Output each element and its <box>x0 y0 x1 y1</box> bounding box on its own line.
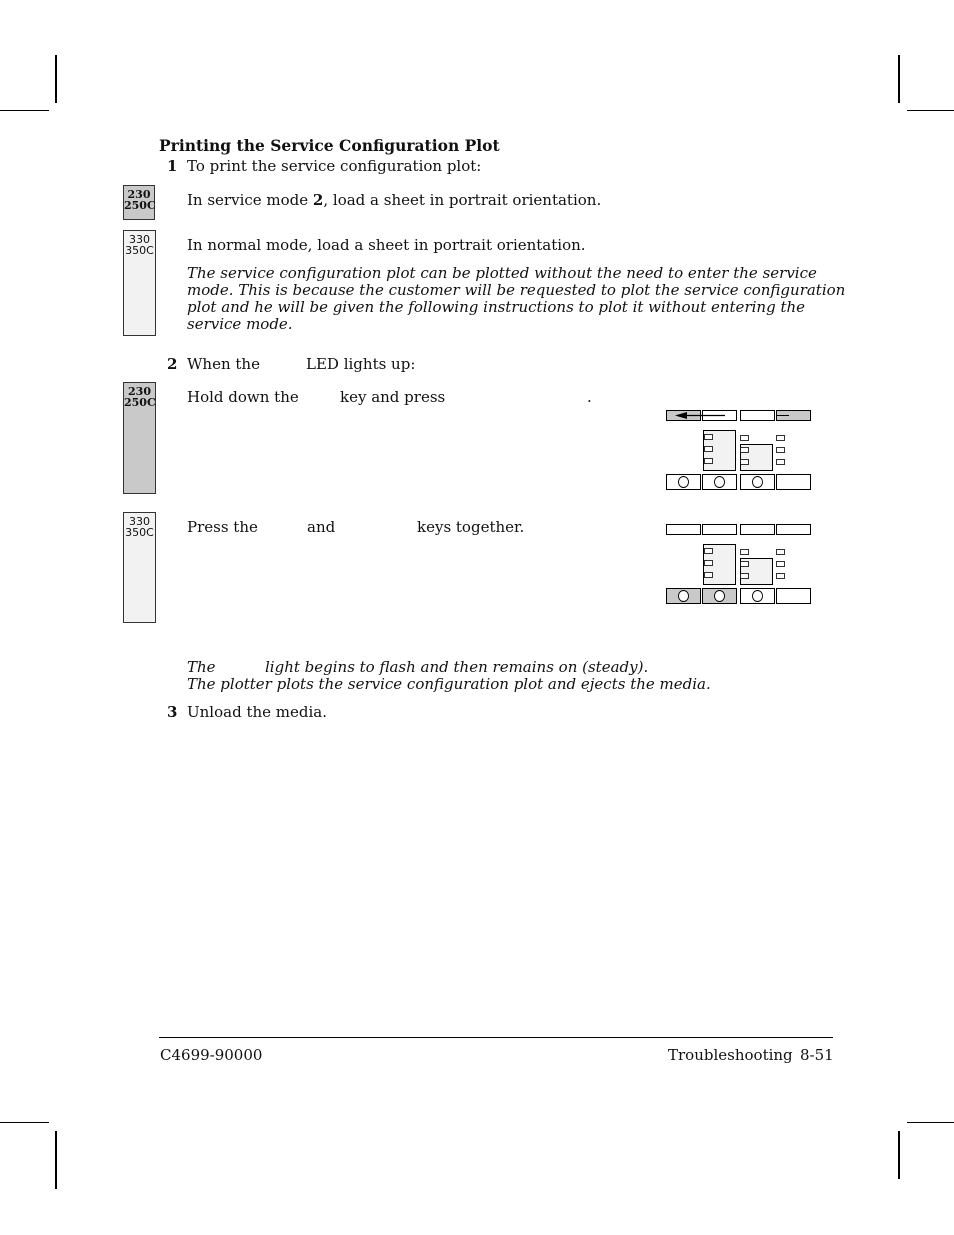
crop-mark-top-left-v <box>55 55 57 103</box>
step-text: To print the service configuration plot: <box>187 157 482 175</box>
crop-mark-bottom-right-h <box>907 1122 954 1123</box>
button-circle-icon <box>715 477 725 488</box>
step-text: When the <box>187 355 260 373</box>
panel-led <box>741 562 749 567</box>
model-label: 250C <box>124 396 156 409</box>
button-circle-icon <box>753 591 763 602</box>
step-instruction: Hold down the <box>187 388 299 406</box>
result-line: The plotter plots the service configuration plot and ejects the media. <box>187 675 711 693</box>
step-instruction: . <box>587 388 592 406</box>
model-tag-230-250c <box>123 185 155 220</box>
front-panel-diagram <box>665 408 813 492</box>
instruction-text: , load a sheet in portrait orientation. <box>323 191 602 209</box>
crop-mark-bottom-left-h <box>0 1122 49 1123</box>
front-panel-diagram <box>665 522 813 606</box>
footer-rule <box>159 1037 833 1038</box>
panel-led <box>705 573 713 578</box>
button-circle-icon <box>679 477 689 488</box>
panel-led <box>777 448 785 453</box>
button-circle-icon <box>679 591 689 602</box>
panel-led <box>705 447 713 452</box>
panel-button <box>777 589 811 604</box>
panel-led <box>777 550 785 555</box>
panel-led <box>777 562 785 567</box>
panel-led <box>705 459 713 464</box>
crop-mark-top-left-h <box>0 110 49 111</box>
note-line: service mode. <box>187 315 293 333</box>
panel-led <box>705 549 713 554</box>
model-label: 330 <box>129 233 150 246</box>
model-label: 350C <box>125 244 154 257</box>
panel-key <box>703 525 737 535</box>
panel-led <box>705 561 713 566</box>
crop-mark-top-right-v <box>898 55 900 103</box>
panel-led <box>741 460 749 465</box>
step-text: Unload the media. <box>187 703 327 721</box>
crop-mark-bottom-left-v <box>55 1131 57 1189</box>
model-label: 230 <box>128 385 151 398</box>
model-tag-230-250c <box>123 382 156 494</box>
model-label: 330 <box>129 515 150 528</box>
step-number: 1 <box>167 157 178 175</box>
footer-chapter: Troubleshooting <box>668 1046 793 1064</box>
front-panel-svg <box>665 408 813 492</box>
model-tag-330-350c <box>123 230 156 336</box>
step-instruction: keys together. <box>417 518 525 536</box>
panel-key <box>741 525 775 535</box>
button-circle-icon <box>715 591 725 602</box>
step-text: LED lights up: <box>306 355 416 373</box>
step-instruction: Press the <box>187 518 258 536</box>
panel-button <box>777 475 811 490</box>
step-instruction <box>187 192 601 209</box>
note-line: The service configuration plot can be plotted without the need to enter the service <box>187 264 817 282</box>
result-line: The <box>187 658 216 676</box>
model-tag-330-350c <box>123 512 156 623</box>
instruction-text: In service mode <box>187 191 313 209</box>
panel-key <box>741 411 775 421</box>
step-instruction: In normal mode, load a sheet in portrait orientation. <box>187 236 586 254</box>
panel-led <box>741 448 749 453</box>
note-line: mode. This is because the customer will be requested to plot the service configuration <box>187 281 846 299</box>
model-label: 230 <box>127 188 151 201</box>
button-circle-icon <box>753 477 763 488</box>
footer-part-number: C4699-90000 <box>160 1046 263 1064</box>
front-panel-svg <box>665 522 813 606</box>
panel-led <box>741 574 749 579</box>
crop-mark-top-right-h <box>907 110 954 111</box>
panel-led <box>777 460 785 465</box>
panel-led <box>777 574 785 579</box>
panel-led <box>705 435 713 440</box>
panel-led <box>741 550 749 555</box>
step-instruction: key and press <box>340 388 446 406</box>
crop-mark-bottom-right-v <box>898 1131 900 1179</box>
section-title: Printing the Service Configuration Plot <box>159 136 500 155</box>
note-line: plot and he will be given the following instructions to plot it without entering the <box>187 298 806 316</box>
result-line: light begins to flash and then remains on (steady). <box>265 658 649 676</box>
panel-key <box>777 525 811 535</box>
step-number: 3 <box>167 703 178 721</box>
panel-led <box>777 436 785 441</box>
service-mode-number: 2 <box>312 191 324 209</box>
step-instruction: and <box>307 518 336 536</box>
model-label: 250C <box>124 199 156 212</box>
panel-led <box>741 436 749 441</box>
model-label: 350C <box>125 526 154 539</box>
step-number: 2 <box>167 355 178 373</box>
footer-page-number: 8-51 <box>800 1046 834 1064</box>
panel-key <box>667 525 701 535</box>
